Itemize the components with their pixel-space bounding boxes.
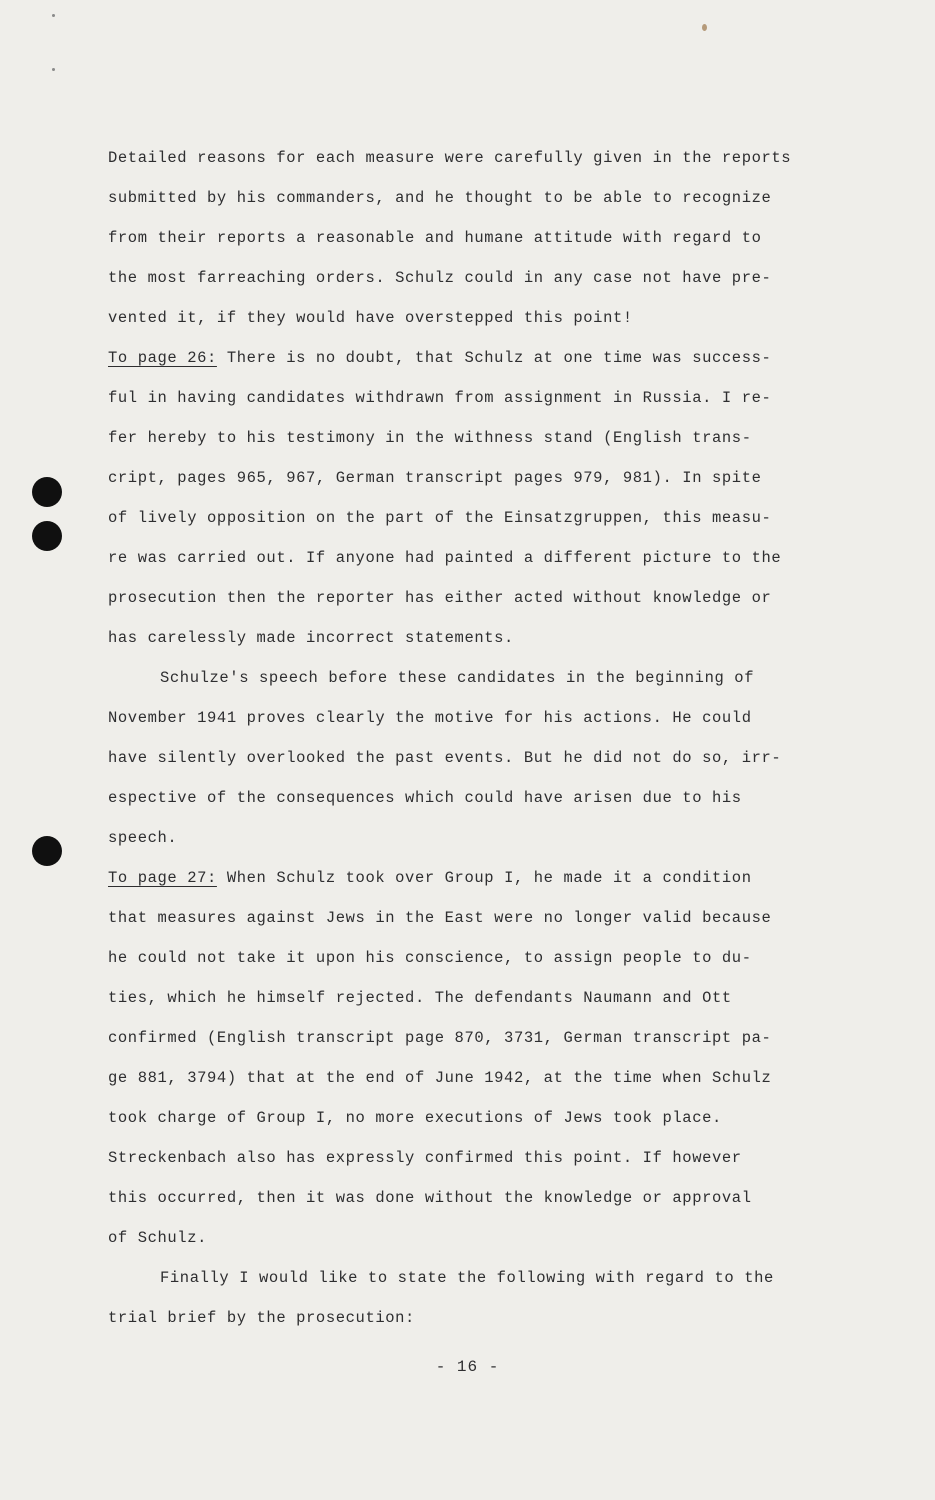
- text-line: cript, pages 965, 967, German transcript pages 979, 981). In spite: [108, 469, 762, 487]
- text-line: re was carried out. If anyone had painted a different picture to the: [108, 549, 782, 567]
- text-line: fer hereby to his testimony in the withness stand (English trans-: [108, 429, 752, 447]
- text-line: trial brief by the prosecution:: [108, 1309, 415, 1327]
- text-line: When Schulz took over Group I, he made it a condition: [216, 869, 752, 887]
- punch-hole: [32, 521, 62, 551]
- text-line: took charge of Group I, no more executions of Jews took place.: [108, 1109, 722, 1127]
- text-line: the most farreaching orders. Schulz could in any case not have pre-: [108, 269, 772, 287]
- text-line: he could not take it upon his conscience, to assign people to du-: [108, 949, 752, 967]
- text-line: There is no doubt, that Schulz at one time was success-: [216, 349, 772, 367]
- paper-speck: [52, 14, 55, 17]
- punch-hole: [32, 477, 62, 507]
- text-line: that measures against Jews in the East were no longer valid because: [108, 909, 772, 927]
- text-line: of Schulz.: [108, 1229, 208, 1247]
- text-line: speech.: [108, 829, 178, 847]
- text-line: Detailed reasons for each measure were carefully given in the reports: [108, 149, 792, 167]
- text-line: November 1941 proves clearly the motive for his actions. He could: [108, 709, 752, 727]
- page-number: - 16 -: [435, 1358, 500, 1376]
- text-line: has carelessly made incorrect statements.: [108, 629, 514, 647]
- paper-speck: [702, 24, 707, 31]
- punch-hole: [32, 836, 62, 866]
- text-line: prosecution then the reporter has either acted without knowledge or: [108, 589, 772, 607]
- text-line: vented it, if they would have overstepped this point!: [108, 309, 633, 327]
- text-line: confirmed (English transcript page 870, 3731, German transcript pa-: [108, 1029, 772, 1047]
- text-line: ge 881, 3794) that at the end of June 1942, at the time when Schulz: [108, 1069, 772, 1087]
- text-line: ful in having candidates withdrawn from assignment in Russia. I re-: [108, 389, 772, 407]
- text-line: Streckenbach also has expressly confirmed this point. If however: [108, 1149, 742, 1167]
- text-line: this occurred, then it was done without the knowledge or approval: [108, 1189, 752, 1207]
- section-heading-line: [108, 340, 798, 380]
- text-line: submitted by his commanders, and he thought to be able to recognize: [108, 189, 772, 207]
- document-body: [108, 140, 798, 1340]
- text-line: have silently overlooked the past events. But he did not do so, irr-: [108, 749, 782, 767]
- section-heading-page-26: To page 26:: [108, 349, 217, 367]
- text-line: ties, which he himself rejected. The defendants Naumann and Ott: [108, 989, 732, 1007]
- text-line: from their reports a reasonable and humane attitude with regard to: [108, 229, 762, 247]
- section-heading-line: [108, 860, 798, 900]
- text-line: espective of the consequences which could have arisen due to his: [108, 789, 742, 807]
- text-line: of lively opposition on the part of the Einsatzgruppen, this measu-: [108, 509, 772, 527]
- paper-speck: [52, 68, 55, 71]
- text-line: Finally I would like to state the following with regard to the: [160, 1269, 774, 1287]
- section-heading-page-27: To page 27:: [108, 869, 217, 887]
- text-line: Schulze's speech before these candidates in the beginning of: [160, 669, 755, 687]
